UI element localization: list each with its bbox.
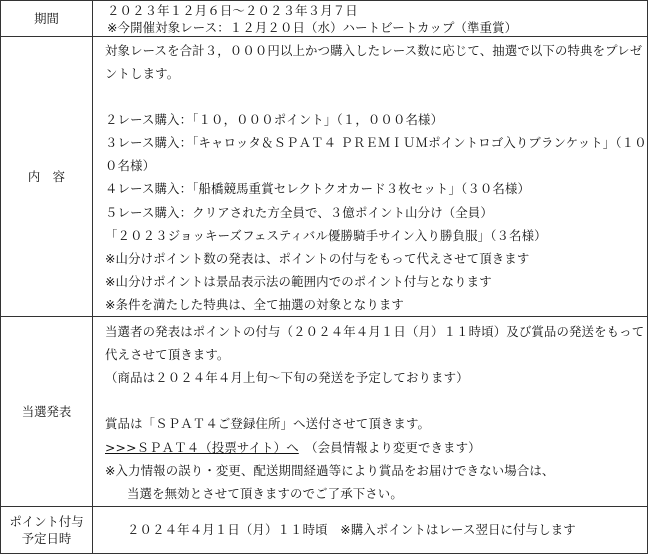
points-label-line2: 予定日時 (21, 531, 72, 547)
link-line (105, 436, 647, 459)
contents-label: 内 容 (1, 37, 93, 317)
note-share-announcement: ※山分けポイント数の発表は、ポイントの付与をもって代えさせて頂きます (105, 250, 530, 266)
announcement-row (1, 317, 648, 507)
points-date: ２０２４年４月１日（月）１１時頃 (127, 522, 328, 538)
note-share-law: ※山分けポイントは景品表示法の範囲内でのポイント付与となります (105, 273, 492, 289)
spacer (105, 389, 647, 412)
period-range: ２０２３年１２月６日～２０２３年３月７日 (107, 3, 358, 18)
prize-item-jockey-uniform: 「２０２３ジョッキーズフェスティバル優勝騎手サイン入り勝負服」（３名様） (105, 227, 547, 243)
warning-line2: 当選を無効とさせて頂きますのでご了承下さい。 (127, 485, 403, 501)
prize-item-5races: ５レース購入：クリアされた方全員で、３億ポイント山分け（全員） (105, 204, 493, 220)
prize-item-3races: ３レース購入：「キャロッタ＆ＳＰＡＴ４ ＰＲＥＭＩＵＭポイントロゴ入りブランケット」（１００名様） (105, 135, 647, 174)
points-label (1, 507, 93, 554)
period-row (1, 1, 648, 37)
announcement-label: 当選発表 (1, 317, 93, 507)
points-note: ※購入ポイントはレース翌日に付与します (340, 522, 576, 538)
spat4-site-link[interactable]: >>>ＳＰＡＴ４（投票サイト）へ (105, 439, 299, 455)
announcement-text: 当選者の発表はポイントの付与（２０２４年４月１日（月）１１時頃）及び賞品の発送をもって代えさせて頂きます。 (105, 324, 645, 363)
spacer (105, 85, 647, 108)
prize-item-2races: ２レース購入：「１０，０００ポイント」（１，０００名様） (105, 112, 444, 128)
period-cell (93, 1, 648, 37)
shipping-schedule: （商品は２０２４年４月上旬～下旬の発送を予定しております） (105, 370, 469, 386)
warning-line1: ※入力情報の誤り・変更、配送期間経過等により賞品をお届けできない場合は、 (105, 462, 555, 478)
note-lottery: ※条件を満たした特典は、全て抽選の対象となります (105, 296, 404, 312)
prize-item-4races: ４レース購入：「船橋競馬重賞セレクトクオカード３枚セット」（３０名様） (105, 181, 531, 197)
delivery-address-text: 賞品は「ＳＰＡＴ４ご登録住所」へ送付させて頂きます。 (105, 416, 431, 432)
contents-intro: 対象レースを合計３，０００円以上かつ購入したレース数に応じて、抽選で以下の特典をプレゼントします。 (105, 43, 643, 82)
contents-row (1, 37, 648, 317)
period-label: 期間 (1, 1, 93, 37)
announcement-cell (93, 317, 648, 507)
link-note: （会員情報より変更できます） (311, 439, 481, 455)
points-date-line (105, 518, 647, 541)
points-row (1, 507, 648, 554)
points-label-line1: ポイント付与 (9, 514, 84, 530)
contents-cell (93, 37, 648, 317)
points-cell (93, 507, 648, 554)
period-target-race: ※今開催対象レース：１２月２０日（水）ハートビートカップ（準重賞） (107, 20, 518, 35)
